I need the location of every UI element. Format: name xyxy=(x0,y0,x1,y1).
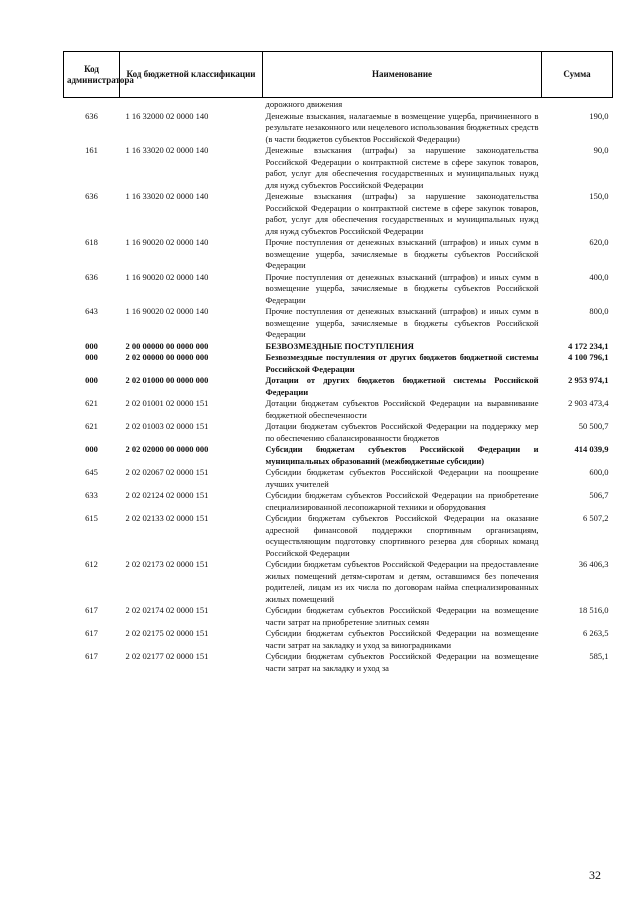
cell-admin-code: 612 xyxy=(85,559,98,569)
table-row xyxy=(64,341,613,353)
page-number: 32 xyxy=(589,868,601,882)
cell-admin-code: 617 xyxy=(85,628,98,638)
cell-sum: 506,7 xyxy=(589,490,609,500)
cell-admin-code: 645 xyxy=(85,467,98,477)
table-row xyxy=(64,490,613,513)
cell-name: БЕЗВОЗМЕЗДНЫЕ ПОСТУПЛЕНИЯ xyxy=(265,340,414,351)
table-row xyxy=(64,191,613,237)
cell-budget-code: 1 16 90020 02 0000 140 xyxy=(125,237,209,247)
cell-name: Субсидии бюджетам субъектов Российской Федерации на оказание адресной финансовой поддержки спортивным организациям, осуществляющим подготовку спортивного резерва для сборных команд Российской Федерации xyxy=(265,513,539,558)
cell-admin-code: 618 xyxy=(85,237,98,247)
cell-budget-code: 2 02 02177 02 0000 151 xyxy=(125,651,209,661)
table-row xyxy=(64,237,613,272)
cell-budget-code: 2 02 02174 02 0000 151 xyxy=(125,605,209,615)
cell-budget-code: 2 02 01000 00 0000 000 xyxy=(125,375,209,385)
cell-sum: 6 507,2 xyxy=(583,513,609,523)
cell-budget-code: 1 16 90020 02 0000 140 xyxy=(125,271,209,282)
budget-revenue-table xyxy=(63,51,613,674)
cell-admin-code: 621 xyxy=(85,421,98,431)
cell-sum: 800,0 xyxy=(589,306,609,316)
cell-budget-code: 2 02 01001 02 0000 151 xyxy=(125,398,209,408)
table-row xyxy=(64,605,613,628)
cell-budget-code: 1 16 33020 02 0000 140 xyxy=(125,191,209,201)
cell-name: Безвозмездные поступления от других бюджетов бюджетной системы Российской Федерации xyxy=(265,352,539,374)
table-row xyxy=(64,628,613,651)
cell-sum: 6 263,5 xyxy=(583,628,609,638)
cell-admin-code xyxy=(64,98,120,111)
cell-admin-code: 636 xyxy=(85,271,98,282)
header-name: Наименование xyxy=(263,52,542,98)
cell-name: Дотации бюджетам субъектов Российской Федерации на поддержку мер по обеспечению сбалансированности бюджетов xyxy=(265,421,539,443)
cell-sum: 18 516,0 xyxy=(578,605,609,615)
cell-name: дорожного движения xyxy=(265,99,343,109)
cell-budget-code: 2 00 00000 00 0000 000 xyxy=(125,340,209,351)
table-row xyxy=(64,375,613,398)
cell-name: Дотации бюджетам субъектов Российской Федерации на выравнивание бюджетной обеспеченности xyxy=(265,398,539,420)
header-admin-code: Код администратора xyxy=(64,52,120,98)
cell-sum: 4 172 234,1 xyxy=(568,340,609,351)
cell-budget-code: 2 02 02000 00 0000 000 xyxy=(125,444,209,454)
cell-sum: 2 903 473,4 xyxy=(568,398,609,408)
cell-budget-code: 2 02 02067 02 0000 151 xyxy=(125,467,209,477)
cell-name: Прочие поступления от денежных взысканий (штрафов) и иных сумм в возмещение ущерба, зачисляемые в бюджеты субъектов Российской Федерации xyxy=(265,271,539,305)
cell-name: Субсидии бюджетам субъектов Российской Федерации на возмещение части затрат на закладку и уход за xyxy=(265,651,539,673)
cell-admin-code: 161 xyxy=(85,145,98,155)
cell-name: Дотации от других бюджетов бюджетной системы Российской Федерации xyxy=(265,375,539,397)
cell-name: Субсидии бюджетам субъектов Российской Федерации и муниципальных образований (межбюджетные субсидии) xyxy=(265,444,539,466)
table-row xyxy=(64,98,613,111)
cell-budget-code: 2 02 02133 02 0000 151 xyxy=(125,513,209,523)
cell-sum: 585,1 xyxy=(589,651,609,661)
cell-sum: 2 953 974,1 xyxy=(568,375,609,385)
cell-admin-code: 000 xyxy=(85,444,98,454)
cell-budget-code: 2 02 02175 02 0000 151 xyxy=(125,628,209,638)
table-row xyxy=(64,444,613,467)
cell-budget-code: 1 16 90020 02 0000 140 xyxy=(125,306,209,316)
table-row xyxy=(64,513,613,559)
cell-sum: 50 500,7 xyxy=(578,421,609,431)
table-row xyxy=(64,352,613,375)
cell-budget-code: 2 02 00000 00 0000 000 xyxy=(125,352,209,362)
table-row xyxy=(64,559,613,605)
table-row xyxy=(64,111,613,146)
table-row xyxy=(64,467,613,490)
cell-sum: 620,0 xyxy=(589,237,609,247)
cell-admin-code: 000 xyxy=(85,352,98,362)
table-row xyxy=(64,651,613,674)
cell-admin-code: 617 xyxy=(85,605,98,615)
cell-budget-code: 2 02 02173 02 0000 151 xyxy=(125,559,209,569)
cell-name: Денежные взыскания (штрафы) за нарушение законодательства Российской Федерации о контрактной системе в сфере закупок товаров, работ, услуг для обеспечения государственных и муниципальных нужд для нужд субъектов Российской Федерации xyxy=(265,191,539,236)
table-row xyxy=(64,306,613,341)
cell-sum xyxy=(542,98,613,111)
cell-name: Субсидии бюджетам субъектов Российской Федерации на приобретение специализированной лесопожарной техники и оборудования xyxy=(265,490,539,512)
cell-name: Субсидии бюджетам субъектов Российской Федерации на возмещение части затрат на приобретение элитных семян xyxy=(265,605,539,627)
table-header-row xyxy=(64,52,613,98)
cell-sum: 4 100 796,1 xyxy=(568,352,609,362)
cell-admin-code: 621 xyxy=(85,398,98,408)
cell-admin-code: 633 xyxy=(85,490,98,500)
cell-name: Прочие поступления от денежных взысканий (штрафов) и иных сумм в возмещение ущерба, зачисляемые в бюджеты субъектов Российской Федерации xyxy=(265,237,539,270)
cell-admin-code: 617 xyxy=(85,651,98,661)
cell-budget-code: 2 02 01003 02 0000 151 xyxy=(125,421,209,431)
table-row xyxy=(64,398,613,421)
header-budget-code: Код бюджетной классификации xyxy=(120,52,263,98)
header-sum: Сумма xyxy=(542,52,613,98)
cell-admin-code: 000 xyxy=(85,375,98,385)
cell-sum: 36 406,3 xyxy=(578,559,609,569)
cell-sum: 414 039,9 xyxy=(574,444,609,454)
cell-name: Субсидии бюджетам субъектов Российской Федерации на возмещение части затрат на закладку и уход за виноградниками xyxy=(265,628,539,650)
cell-budget-code: 2 02 02124 02 0000 151 xyxy=(125,490,209,500)
cell-budget-code xyxy=(120,98,263,111)
cell-sum: 90,0 xyxy=(593,145,609,155)
cell-sum: 150,0 xyxy=(589,191,609,201)
cell-name: Субсидии бюджетам субъектов Российской Федерации на предоставление жилых помещений детям-сиротам и детям, оставшимся без попечения родителей, лицам из их числа по договорам найма специализированных жилых помещений xyxy=(265,559,539,604)
table-row xyxy=(64,145,613,191)
cell-admin-code: 643 xyxy=(85,306,98,316)
table-row xyxy=(64,421,613,444)
cell-name: Денежные взыскания (штрафы) за нарушение законодательства Российской Федерации о контрактной системе в сфере закупок товаров, работ, услуг для обеспечения государственных и муниципальных нужд для нужд субъектов Российской Федерации xyxy=(265,145,539,190)
cell-sum: 600,0 xyxy=(589,467,609,477)
cell-sum: 190,0 xyxy=(589,110,609,121)
cell-sum: 400,0 xyxy=(589,271,609,282)
table-row xyxy=(64,272,613,307)
cell-admin-code: 615 xyxy=(85,513,98,523)
cell-name: Денежные взыскания, налагаемые в возмещение ущерба, причиненного в результате незаконного или нецелевого использования бюджетных средств (в части бюджетов субъектов Российской Федерации) xyxy=(265,110,539,144)
table-body xyxy=(64,98,613,675)
cell-admin-code: 000 xyxy=(85,340,98,351)
cell-budget-code: 1 16 33020 02 0000 140 xyxy=(125,145,209,155)
cell-admin-code: 636 xyxy=(85,191,98,201)
cell-name: Субсидии бюджетам субъектов Российской Федерации на поощрение лучших учителей xyxy=(265,467,539,489)
cell-name: Прочие поступления от денежных взысканий (штрафов) и иных сумм в возмещение ущерба, зачисляемые в бюджеты субъектов Российской Федерации xyxy=(265,306,539,339)
cell-budget-code: 1 16 32000 02 0000 140 xyxy=(125,110,209,121)
cell-admin-code: 636 xyxy=(85,110,98,121)
